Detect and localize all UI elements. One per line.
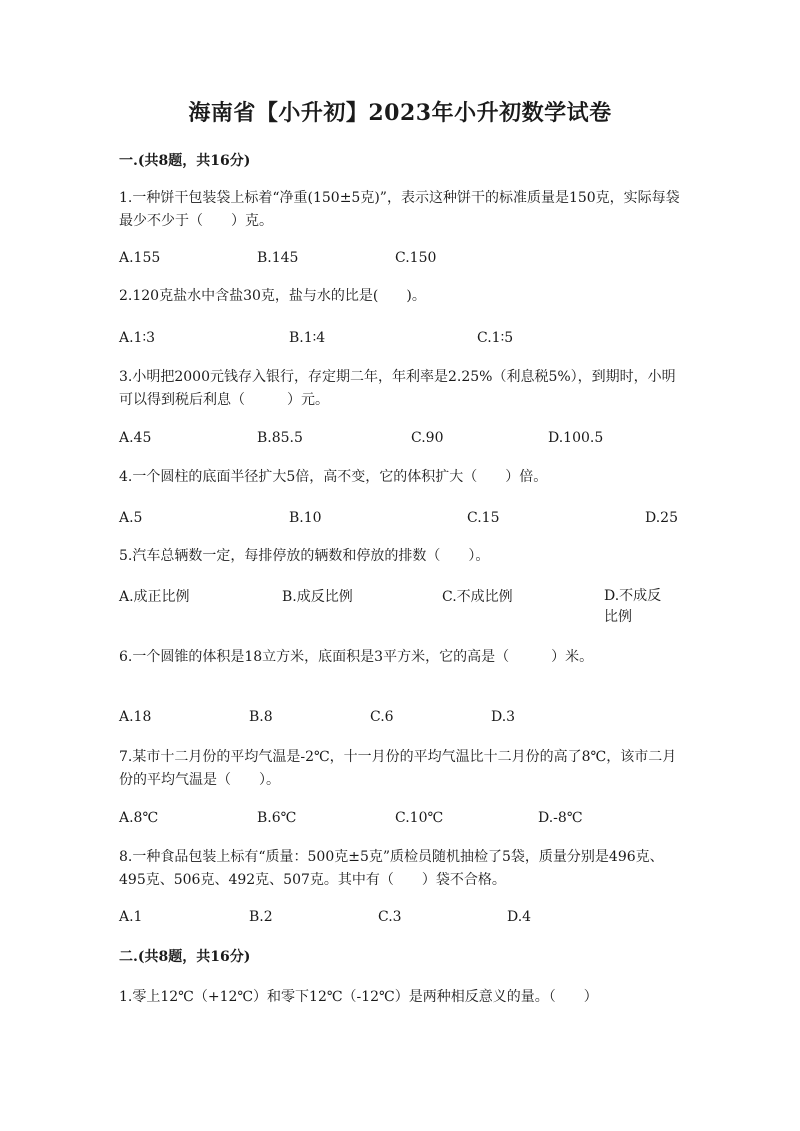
option: A.1∶3	[119, 330, 156, 346]
option: B.145	[257, 250, 299, 266]
option: C.3	[378, 909, 402, 925]
option: B.6℃	[257, 810, 297, 826]
option: D.25	[645, 510, 678, 526]
option: B.2	[249, 909, 273, 925]
options-row	[119, 327, 689, 350]
option: A.8℃	[119, 810, 159, 826]
option: A.155	[119, 250, 161, 266]
option: B.85.5	[257, 430, 303, 446]
question-text: 1.零上12℃（+12℃）和零下12℃（-12℃）是两种相反意义的量。（ ）	[119, 989, 598, 1005]
option: A.1	[119, 909, 143, 925]
option: A.18	[119, 709, 152, 725]
options-row	[119, 507, 689, 530]
option: A.5	[119, 510, 143, 526]
option: B.成反比例	[282, 589, 353, 605]
option: C.90	[411, 430, 444, 446]
question-text: 2.120克盐水中含盐30克，盐与水的比是( )。	[119, 288, 426, 304]
question-text: 5.汽车总辆数一定，每排停放的辆数和停放的排数（ ）。	[119, 548, 490, 564]
question-text: 1.一种饼干包装袋上标着“净重(150±5克)”，表示这种饼干的标准质量是150克，实际每袋最少不少于（ ）克。	[119, 190, 680, 229]
question-text: 4.一个圆柱的底面半径扩大5倍，高不变，它的体积扩大（ ）倍。	[119, 469, 548, 485]
option: C.15	[467, 510, 500, 526]
question-text: 6.一个圆锥的体积是18立方米，底面积是3平方米，它的高是（ ）米。	[119, 649, 594, 665]
option: C.10℃	[395, 810, 444, 826]
question-text: 7.某市十二月份的平均气温是-2℃，十一月份的平均气温比十二月份的高了8℃，该市二月份的平均气温是（ ）。	[119, 749, 677, 788]
option: A.成正比例	[119, 589, 190, 605]
question-text: 8.一种食品包装上标有“质量：500克±5克”质检员随机抽检了5袋，质量分别是496克、495克、506克、492克、507克。其中有（ ）袋不合格。	[119, 849, 664, 888]
option: B.10	[289, 510, 322, 526]
option: C.1∶5	[477, 330, 514, 346]
page-title: 海南省【小升初】2023年小升初数学试卷	[188, 100, 612, 126]
options-row	[119, 427, 689, 450]
section-heading: 一.(共8题，共16分)	[119, 153, 251, 169]
option: D.100.5	[548, 430, 604, 446]
option: D.3	[491, 709, 516, 725]
section-heading: 二.(共8题，共16分)	[119, 949, 251, 965]
option: C.不成比例	[442, 589, 513, 605]
option: D.4	[507, 909, 532, 925]
question-text: 3.小明把2000元钱存入银行，存定期二年，年利率是2.25%（利息税5%），到期时，小明可以得到税后利息（ ）元。	[119, 369, 676, 408]
options-row	[119, 247, 689, 270]
options-row	[119, 706, 689, 729]
option: B.8	[249, 709, 273, 725]
option: A.45	[119, 430, 152, 446]
option: B.1∶4	[289, 330, 326, 346]
option: C.150	[395, 250, 437, 266]
option: D.不成反比例	[604, 588, 662, 625]
options-row	[119, 906, 689, 929]
options-row	[119, 807, 689, 830]
option: C.6	[370, 709, 394, 725]
options-row	[119, 586, 689, 632]
option: D.-8℃	[538, 810, 583, 826]
